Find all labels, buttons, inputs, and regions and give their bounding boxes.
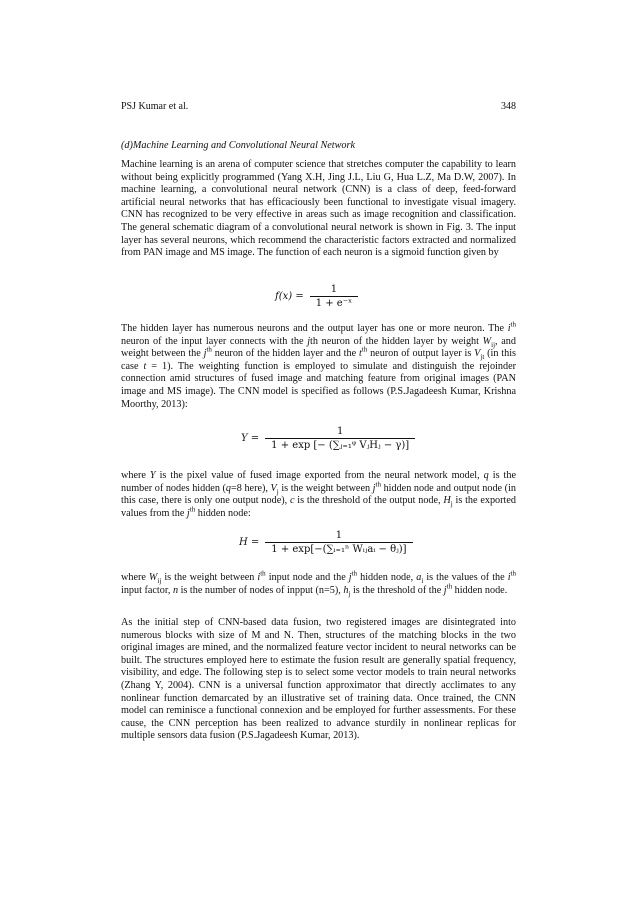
equation-output-numerator: 1 — [336, 426, 344, 437]
equation-hidden — [239, 530, 413, 555]
paragraph-hidden-explanation-text: where $W_{ij}$ is the weight between $i^{th}$ input node and the $j^{th}$ hidden node, $a_i$ is the values of the $i^{th}$ input factor, n is the number of nodes of inpput (n=5), $h_j$ is the threshold of the $j^{th}$ hidden node. — [121, 569, 516, 598]
header-author: PSJ Kumar et al. — [121, 101, 189, 112]
paragraph-hidden-layer — [121, 320, 517, 411]
equation-hidden-denominator: 1 + exp[−(∑ᵢ₌₁ⁿ Wᵢⱼaᵢ − θⱼ)] — [265, 542, 412, 555]
equation-sigmoid-denominator: 1 + e⁻ˣ — [310, 296, 359, 309]
equation-sigmoid-lhs: f(x) = — [275, 291, 304, 302]
page-number: 348 — [501, 101, 516, 112]
equation-output-fraction — [265, 426, 415, 451]
paragraph-hidden-layer-text: The hidden layer has numerous neurons and the output layer has one or more neuron. The $i^{th}$ neuron of the input layer connects with the jth neuron of the hidden layer by weight $W_{ij}$, and weight between the $j^{th}$ neuron of the hidden layer and the $t^{th}$ neuron of output layer is $V_{jt}$ (in this case t = 1). The weighting function is employed to simulate and distinguish the rejoinder connection amid structures of fused image and matching feature from original images (PAN image and MS image). The CNN model is specified as follows (P.S.Jagadeesh Kumar, Krishna Moorthy, 2013): — [121, 320, 517, 410]
paragraph-output-explanation-text: where Y is the pixel value of fused image exported from the neural network model, q is the number of nodes hidden (q=8 here), $V_j$ is the weight between $j^{th}$ hidden node and output node (in this case, there is only one output node), c is the threshold of the output node, $H_j$ is the exported values from the $j^{th}$ hidden node: — [121, 470, 517, 519]
paragraph-fusion-steps — [121, 617, 516, 743]
equation-hidden-lhs: H = — [239, 537, 260, 548]
paragraph-intro — [121, 159, 516, 260]
equation-sigmoid-numerator: 1 — [330, 284, 338, 295]
equation-sigmoid-fraction — [310, 284, 359, 309]
paragraph-hidden-explanation — [121, 569, 516, 598]
paragraph-output-explanation — [121, 470, 516, 520]
equation-output-denominator: 1 + exp [− (∑ⱼ₌₁ᵠ VⱼHⱼ − γ)] — [265, 438, 415, 451]
equation-hidden-fraction — [265, 530, 412, 555]
paragraph-fusion-steps-text: As the initial step of CNN-based data fusion, two registered images are disintegrated into numerous blocks with size of M and N. Then, structures of the matching blocks in the two original images are mined, and the normalized feature vector incident to neural networks can be built. The structures employed here to estimate the fusion result are generally spatial frequency, visibility, and edge. The following step is to select some vector models to train neural networks (Zhang Y, 2004). CNN is a universal function approximator that directly acclimates to any nonlinear function demarcated by an illustrative set of training data. Once trained, the CNN model can reminisce a functional connexion and be employed for further assessments. For these cause, the CNN perception has been realized to advance sturdily in nonlinear replicas for multiple sensors data fusion (P.S.Jagadeesh Kumar, 2013). — [121, 617, 516, 742]
equation-hidden-numerator: 1 — [335, 530, 343, 541]
paragraph-intro-text: Machine learning is an arena of computer science that stretches computer the capability to learn without being explicitly programmed (Yang X.H, Jing J.L, Liu G, Hua L.Z, Ma D.W, 2007). In machine learning, a convolutional neural network (CNN) is a class of deep, feed-forward artificial neural networks that has efficaciously been functional to investigate visual imagery. CNN has recognized to be very effective in areas such as image recognition and classification. The general schematic diagram of a convolutional neural network is shown in Fig. 3. The input layer has several neurons, which recommend the characteristic factors extracted and normalized from PAN image and MS image. The function of each neuron is a sigmoid function given by — [121, 159, 516, 259]
section-title: (d)Machine Learning and Convolutional Neural Network — [121, 140, 356, 151]
equation-output — [241, 426, 415, 451]
equation-sigmoid — [275, 284, 358, 309]
equation-output-lhs: Y = — [241, 433, 260, 444]
